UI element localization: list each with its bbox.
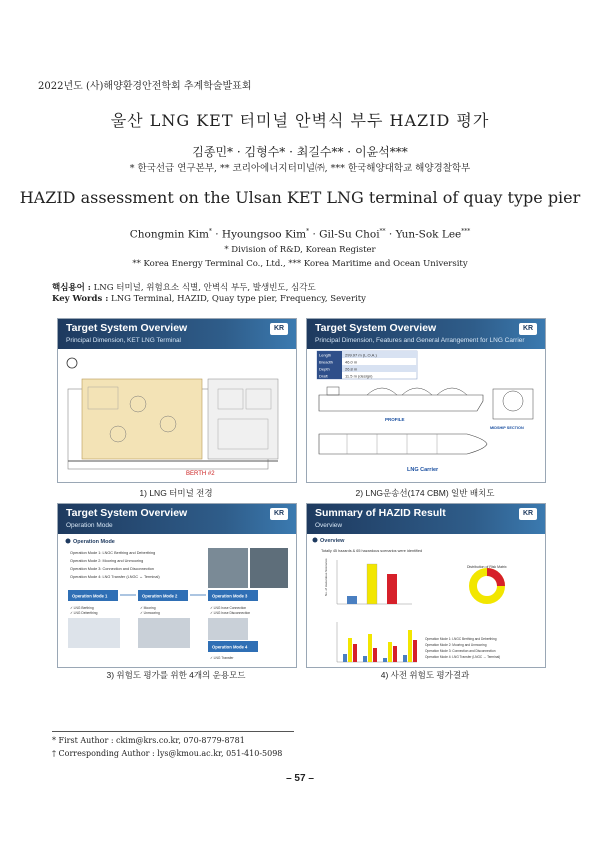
footnote-divider bbox=[52, 731, 294, 732]
dim-value-1: 299.97 m (L.O.A.) bbox=[345, 352, 377, 358]
page-number: – 57 – bbox=[286, 773, 314, 784]
kr-logo: KR bbox=[519, 323, 537, 335]
slide-header bbox=[307, 504, 545, 534]
mode-item-4: Operation Mode 4: LNG Transfer (LNGC ↔ Terminal) bbox=[70, 575, 160, 579]
berth-label: BERTH #2 bbox=[186, 471, 215, 477]
author-sep: · bbox=[385, 228, 396, 241]
affiliation-english-1: * Division of R&D, Korean Register bbox=[224, 245, 376, 255]
slide-terminal-overview bbox=[57, 318, 297, 483]
affiliations-korean: * 한국선급 연구본부, ** 코리아에너지터미널㈜, *** 한국해양대학교 해양경찰학부 bbox=[129, 163, 471, 174]
author-3-mark: ** bbox=[379, 228, 386, 235]
north-arrow-icon bbox=[67, 358, 77, 368]
principal-dimension-table bbox=[317, 351, 417, 379]
donut-title: Distribution of Risk Matrix bbox=[467, 565, 507, 569]
legend-mode-2: Operation Mode 2: Mooring and Unmooring bbox=[425, 643, 487, 647]
slide-title: Target System Overview bbox=[66, 507, 188, 519]
author-4: Yun-Sok Lee bbox=[395, 228, 462, 241]
hazid-summary-charts bbox=[307, 534, 545, 667]
keywords-korean bbox=[52, 281, 316, 293]
slide-subtitle: Principal Dimension, KET LNG Terminal bbox=[66, 337, 181, 344]
mode-3-item-a: ✓ LNG hose Connection bbox=[210, 606, 247, 610]
footnote-first-author: * First Author : ckim@krs.co.kr, 070-8779-8781 bbox=[52, 736, 245, 745]
caption-2: 2) LNG운송선(174 CBM) 일반 배치도 bbox=[355, 488, 495, 498]
kr-logo: KR bbox=[270, 323, 288, 335]
slide-title: Target System Overview bbox=[315, 322, 437, 334]
terminal-layout-drawing bbox=[58, 349, 296, 482]
dim-label-4: Draft bbox=[319, 373, 328, 379]
keywords-korean-label: 핵심용어 : bbox=[52, 283, 91, 293]
mode-1-item-b: ✓ LNG Deberthing bbox=[70, 611, 98, 615]
carrier-label: LNG Carrier bbox=[407, 467, 439, 473]
dim-label-1: Length bbox=[319, 352, 332, 358]
author-1-mark: * bbox=[208, 228, 212, 235]
keywords-english bbox=[52, 294, 366, 304]
title-english: HAZID assessment on the Ulsan KET LNG terminal of quay type pier bbox=[19, 188, 581, 207]
slide-header bbox=[307, 319, 545, 349]
author-sep: · bbox=[309, 228, 320, 241]
bar-chart-ylabel: No. of Hazardous Scenarios bbox=[324, 558, 328, 596]
conference-header: 2022년도 (사)해양환경안전학회 추계학술발표회 bbox=[38, 81, 252, 92]
footnote-corresponding-author: † Corresponding Author : lys@kmou.ac.kr, 051-410-5098 bbox=[52, 749, 283, 758]
mode-4-box: Operation Mode 4 bbox=[212, 644, 248, 650]
mode-3-item-b: ✓ LNG hose Disconnection bbox=[210, 611, 251, 615]
legend-mode-4: Operation Mode 4: LNG Transfer (LNGC ↔ Terminal) bbox=[425, 655, 501, 659]
operation-mode-diagram bbox=[58, 534, 296, 667]
dim-value-4: 11.5 m (design) bbox=[345, 373, 373, 379]
mode-4-item-a: ✓ LNG Transfer bbox=[210, 656, 234, 660]
mode-2-item-b: ✓ Unmooring bbox=[140, 611, 160, 615]
author-1: Chongmin Kim bbox=[129, 228, 209, 241]
slide-subtitle: Principal Dimension, Features and General Arrangement for LNG Carrier bbox=[315, 337, 525, 344]
slide-header bbox=[58, 504, 296, 534]
keywords-english-label: Key Words : bbox=[52, 294, 109, 304]
mode-item-3: Operation Mode 3: Connection and Disconnection bbox=[70, 567, 155, 571]
kr-logo: KR bbox=[270, 508, 288, 520]
overview-heading: Overview bbox=[320, 538, 345, 544]
keywords-english-text: LNG Terminal, HAZID, Quay type pier, Frequency, Severity bbox=[111, 294, 366, 304]
operation-mode-heading: Operation Mode bbox=[73, 539, 115, 545]
kr-logo: KR bbox=[519, 508, 537, 520]
title-korean: 울산 LNG KET 터미널 안벽식 부두 HAZID 평가 bbox=[110, 111, 490, 130]
slide-operation-mode bbox=[57, 503, 297, 668]
dim-value-3: 26.8 m bbox=[345, 366, 358, 372]
caption-4: 4) 사전 위험도 평가결과 bbox=[380, 670, 470, 680]
dim-label-2: Breadth bbox=[319, 359, 334, 365]
profile-label: PROFILE bbox=[385, 417, 405, 422]
slide-subtitle: Overview bbox=[315, 522, 343, 529]
slide-subtitle: Operation Mode bbox=[66, 522, 113, 529]
author-sep: · bbox=[211, 228, 222, 241]
keywords-korean-text: LNG 터미널, 위험요소 식별, 안벽식 부두, 발생빈도, 심각도 bbox=[93, 283, 316, 293]
mode-1-item-a: ✓ LNG Berthing bbox=[70, 606, 94, 610]
caption-1: 1) LNG 터미널 전경 bbox=[139, 488, 213, 498]
author-2-mark: * bbox=[306, 228, 310, 235]
author-4-mark: *** bbox=[461, 228, 471, 235]
dim-label-3: Depth bbox=[319, 366, 330, 372]
slide-hazid-summary bbox=[306, 503, 546, 668]
midship-label: MIDSHIP SECTION bbox=[490, 426, 524, 430]
slide-title: Target System Overview bbox=[66, 322, 188, 334]
dim-value-2: 46.0 m bbox=[345, 359, 358, 365]
overview-bullet: Totally 45 hazards & 65 hazardous scenarios were identified bbox=[321, 549, 423, 553]
author-3: Gil-Su Choi bbox=[319, 228, 380, 241]
authors-korean: 김종민* · 김형수* · 최길수** · 이윤석*** bbox=[192, 145, 408, 159]
carrier-arrangement-drawing bbox=[307, 349, 545, 482]
mode-item-1: Operation Mode 1: LNGC Berthing and Deberthing bbox=[70, 551, 156, 555]
mode-1-box: Operation Mode 1 bbox=[72, 593, 108, 599]
caption-3: 3) 위험도 평가를 위한 4개의 운용모드 bbox=[106, 670, 246, 680]
mode-3-box: Operation Mode 3 bbox=[212, 593, 248, 599]
mode-2-box: Operation Mode 2 bbox=[142, 593, 178, 599]
mode-2-item-a: ✓ Mooring bbox=[140, 606, 156, 610]
legend-mode-3: Operation Mode 3: Connection and Disconnection bbox=[425, 649, 496, 653]
slide-lng-carrier bbox=[306, 318, 546, 483]
slide-title: Summary of HAZID Result bbox=[315, 507, 446, 519]
author-2: Hyoungsoo Kim bbox=[221, 228, 307, 241]
authors-english bbox=[0, 228, 600, 241]
affiliation-english-2: ** Korea Energy Terminal Co., Ltd., *** Korea Maritime and Ocean University bbox=[132, 259, 468, 269]
mode-item-2: Operation Mode 2: Mooring and Unmooring bbox=[70, 559, 144, 563]
legend-mode-1: Operation Mode 1: LNGC Berthing and Deberthing bbox=[425, 637, 497, 641]
slide-header bbox=[58, 319, 296, 349]
